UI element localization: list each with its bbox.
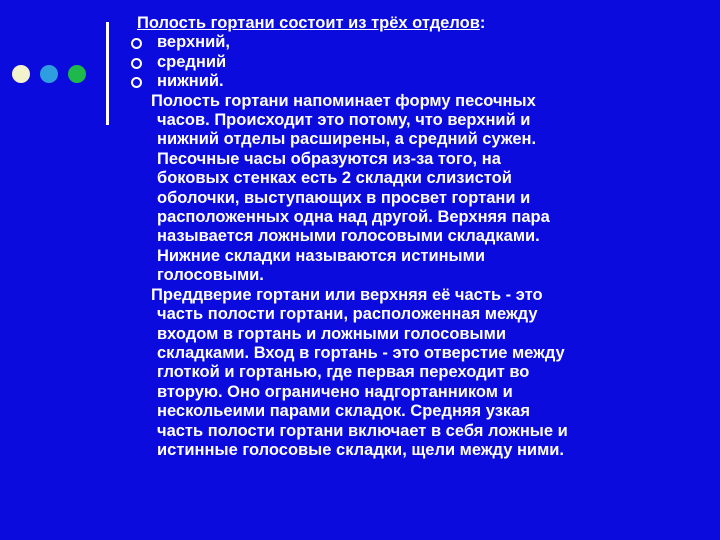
- decor-dot-2: [40, 65, 58, 83]
- paragraph-line: Нижние складки называются истиными: [157, 246, 486, 265]
- list-item: [131, 33, 691, 52]
- list-item-text: средний: [157, 52, 227, 71]
- paragraph-line: нижний отделы расширены, а средний сужен.: [157, 130, 537, 149]
- circle-bullet-icon: [131, 77, 142, 88]
- sections-list: [131, 33, 691, 91]
- paragraph-line: нескольеими парами складок. Средняя узкая: [157, 402, 530, 421]
- decor-dot-1: [12, 65, 30, 83]
- list-item-text: верхний,: [157, 33, 230, 52]
- paragraph-line: называется ложными голосовыми складками.: [157, 227, 540, 246]
- paragraph-hourglass: [131, 92, 691, 286]
- circle-bullet-icon: [131, 38, 142, 49]
- list-item: [131, 72, 691, 91]
- slide-heading: [137, 14, 691, 33]
- paragraph-line: часть полости гортани включает в себя ложные и: [157, 421, 568, 440]
- decor-dot-3: [68, 65, 86, 83]
- heading-text: Полость гортани состоит из трёх отделов: [137, 14, 480, 32]
- heading-colon: :: [479, 14, 486, 32]
- paragraph-line: часть полости гортани, расположенная между: [157, 305, 538, 324]
- paragraph-line: оболочки, выступающих в просвет гортани и: [157, 188, 531, 207]
- paragraph-line: истинные голосовые складки, щели между ними.: [157, 440, 565, 459]
- paragraph-line: часов. Происходит это потому, что верхний и: [157, 111, 531, 130]
- paragraph-line: расположенных одна над другой. Верхняя пара: [157, 208, 550, 227]
- paragraph-vestibule: [131, 286, 691, 461]
- paragraph-line: входом в гортань и ложными голосовыми: [157, 324, 506, 343]
- paragraph-line: глоткой и гортанью, где первая переходит во: [157, 363, 530, 382]
- paragraph-line: Полость гортани напоминает форму песочных: [151, 91, 536, 110]
- paragraph-line: боковых стенках есть 2 складки слизистой: [157, 169, 512, 188]
- paragraph-line: складками. Вход в гортань - это отверстие между: [157, 343, 565, 362]
- paragraph-line: голосовыми.: [157, 266, 264, 285]
- paragraph-line: вторую. Оно ограничено надгортанником и: [157, 382, 513, 401]
- decorative-dots: [12, 65, 86, 83]
- paragraph-line: Песочные часы образуются из-за того, на: [157, 149, 501, 168]
- decorative-vertical-line: [106, 22, 109, 125]
- list-item: [131, 53, 691, 72]
- slide-content: [131, 14, 691, 460]
- list-item-text: нижний.: [157, 72, 224, 91]
- circle-bullet-icon: [131, 58, 142, 69]
- paragraph-line: Преддверие гортани или верхняя её часть - это: [151, 285, 543, 304]
